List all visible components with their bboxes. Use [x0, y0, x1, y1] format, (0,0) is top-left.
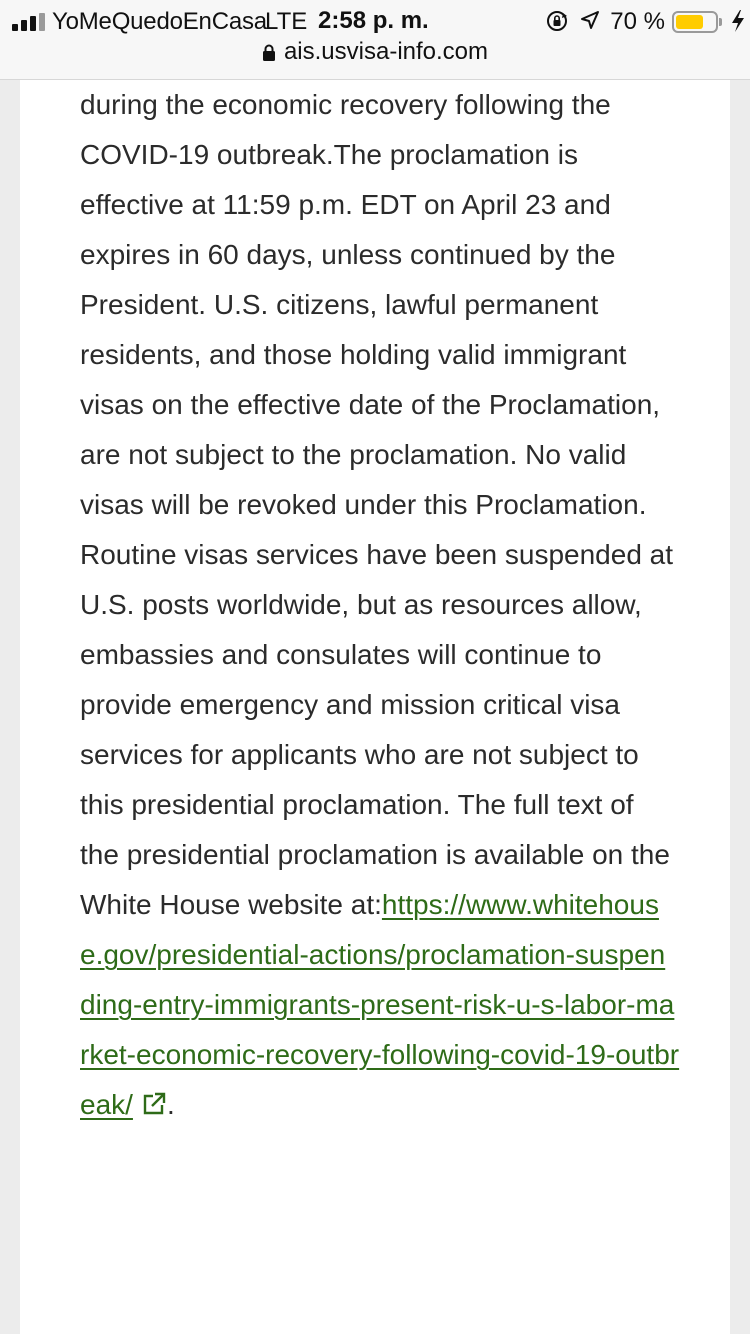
- location-arrow-icon: [580, 10, 600, 30]
- external-link-icon[interactable]: [141, 1091, 167, 1117]
- status-time: 2:58 p. m.: [318, 7, 429, 34]
- network-type: LTE: [265, 8, 308, 35]
- content-card: [20, 80, 730, 1334]
- battery-percent: 70 %: [610, 8, 665, 35]
- battery-icon: [672, 11, 718, 33]
- url-text[interactable]: ais.usvisa-info.com: [283, 38, 489, 65]
- article-body-text: during the economic recovery following the COVID-19 outbreak.The proclamation is effective at 11:59 p.m. EDT on April 23 and expires in 60 days, unless continued by the President. U.S. citizens, lawful permanent residents, and those holding valid immigrant visas on the effective date of the Proclamation, are not subject to the proclamation. No valid visas will be revoked under this Proclamation. Routine visas services have been suspended at U.S. posts worldwide, but as resources allow, embassies and consulates will continue to provide emergency and mission critical visa services for applicants who are not subject to this presidential proclamation. The full text of the presidential proclamation is available on the White House website at:: [80, 89, 674, 920]
- signal-bars-icon: [12, 13, 46, 31]
- padlock-icon: [262, 44, 276, 62]
- browser-chrome: [0, 0, 750, 80]
- trailing-period: .: [166, 1089, 175, 1120]
- address-bar[interactable]: [0, 38, 750, 70]
- rotation-lock-icon: [546, 10, 568, 32]
- status-bar: [0, 6, 750, 38]
- whitehouse-proclamation-link[interactable]: https://www.whitehouse.gov/presidential-actions/proclamation-suspending-entry-immigrants-present-risk-u-s-labor-market-economic-recovery-following-covid-19-outbreak/: [80, 889, 680, 1120]
- carrier-name: YoMeQuedoEnCasa: [52, 8, 267, 35]
- charging-bolt-icon: [730, 9, 746, 33]
- battery-level: [676, 15, 703, 29]
- battery-tip: [719, 18, 722, 26]
- article-paragraph: [80, 80, 680, 1130]
